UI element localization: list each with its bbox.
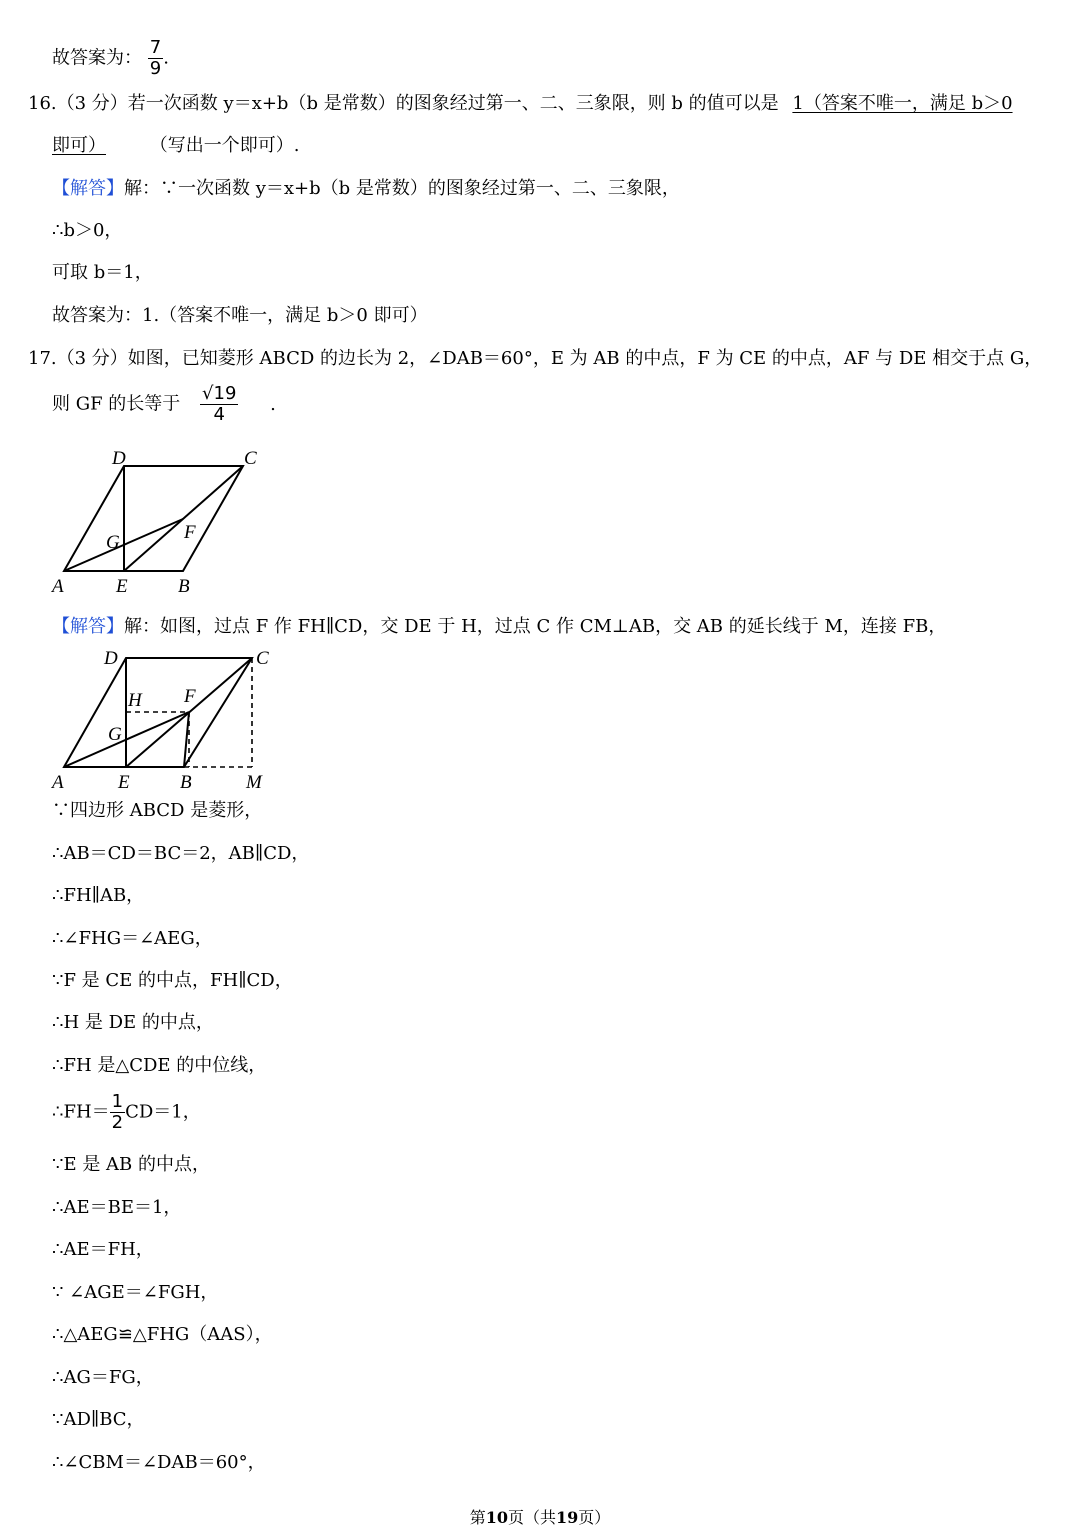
label-e: E xyxy=(118,772,130,793)
segment-ec xyxy=(124,466,243,571)
label-f: F xyxy=(184,686,196,707)
step: ∴FH 是△CDE 的中位线， xyxy=(52,1055,267,1076)
label-c: C xyxy=(256,648,269,669)
label-g: G xyxy=(106,532,120,553)
step: ∴H 是 DE 的中点， xyxy=(52,1012,214,1033)
q16-solution-line3: 可取 b＝1， xyxy=(52,262,153,283)
q16-solution-line2: ∴b＞0， xyxy=(52,220,123,241)
step: ∴∠FHG＝∠AEG， xyxy=(52,928,213,949)
step: ∵E 是 AB 的中点， xyxy=(52,1154,210,1175)
q16-line2: 即可） （写出一个即可）. xyxy=(52,135,300,156)
page-number: 10 xyxy=(485,1508,508,1527)
q17-line2: 则 GF 的长等于 $\frac{√19}{4}$ . xyxy=(52,383,276,425)
answer-fraction: $\frac{7}{9}$ xyxy=(149,37,162,79)
label-m: M xyxy=(246,772,262,793)
label-c: C xyxy=(244,448,257,469)
label-d: D xyxy=(112,448,126,469)
label-f: F xyxy=(184,522,196,543)
rhombus-abcd xyxy=(64,466,243,571)
label-b: B xyxy=(180,772,192,793)
gf-answer-fraction: $\frac{√19}{4}$ xyxy=(202,383,237,425)
step: ∵F 是 CE 的中点，FH∥CD， xyxy=(52,970,293,991)
rhombus-figure-1 xyxy=(48,444,263,596)
step: ∴△AEG≌△FHG（AAS）， xyxy=(52,1324,273,1345)
q16-solution-line4: 故答案为：1.（答案不唯一，满足 b＞0 即可） xyxy=(52,305,428,326)
step-fh-equation: ∴FH＝ $\frac{1}{2}$ CD＝1， xyxy=(52,1091,201,1133)
solution-tag: 【解答】 xyxy=(52,178,124,199)
prev-answer: 故答案为： $\frac{7}{9}$ . xyxy=(52,37,169,79)
step: ∴AB＝CD＝BC＝2，AB∥CD， xyxy=(52,843,310,864)
label-b: B xyxy=(178,576,190,596)
label-d: D xyxy=(104,648,118,669)
step: ∵四边形 ABCD 是菱形， xyxy=(52,800,263,821)
step: ∵ ∠AGE＝∠FGH， xyxy=(52,1282,219,1303)
label-g: G xyxy=(108,724,122,745)
q16-line1: 16.（3 分）若一次函数 y＝x+b（b 是常数）的图象经过第一、二、三象限，则 b 的值可以是 1（答案不唯一，满足 b＞0 xyxy=(28,93,1013,114)
label-h: H xyxy=(128,690,142,711)
rhombus-figure-2 xyxy=(48,644,283,794)
solution-tag: 【解答】 xyxy=(52,616,124,637)
q17-line1: 17.（3 分）如图，已知菱形 ABCD 的边长为 2，∠DAB＝60°，E 为 AB 的中点，F 为 CE 的中点，AF 与 DE 相交于点 G， xyxy=(28,348,1043,369)
total-pages: 19 xyxy=(556,1508,579,1527)
half-fraction: $\frac{1}{2}$ xyxy=(111,1091,124,1133)
q16-solution-line1: 【解答】解：∵一次函数 y＝x+b（b 是常数）的图象经过第一、二、三象限， xyxy=(52,178,680,199)
label-e: E xyxy=(116,576,128,596)
q17-solution-intro: 【解答】解：如图，过点 F 作 FH∥CD，交 DE 于 H，过点 C 作 CM⊥AB，交 AB 的延长线于 M，连接 FB， xyxy=(52,616,947,637)
page-footer: 第10页（共19页） xyxy=(469,1508,611,1527)
step: ∴FH∥AB， xyxy=(52,885,145,906)
step: ∴AE＝BE＝1， xyxy=(52,1197,182,1218)
step: ∴AE＝FH， xyxy=(52,1239,154,1260)
step: ∴AG＝FG， xyxy=(52,1367,154,1388)
step: ∴∠CBM＝∠DAB＝60°， xyxy=(52,1452,266,1473)
label-a: A xyxy=(52,576,64,596)
label-a: A xyxy=(52,772,64,793)
step: ∵AD∥BC， xyxy=(52,1409,145,1430)
